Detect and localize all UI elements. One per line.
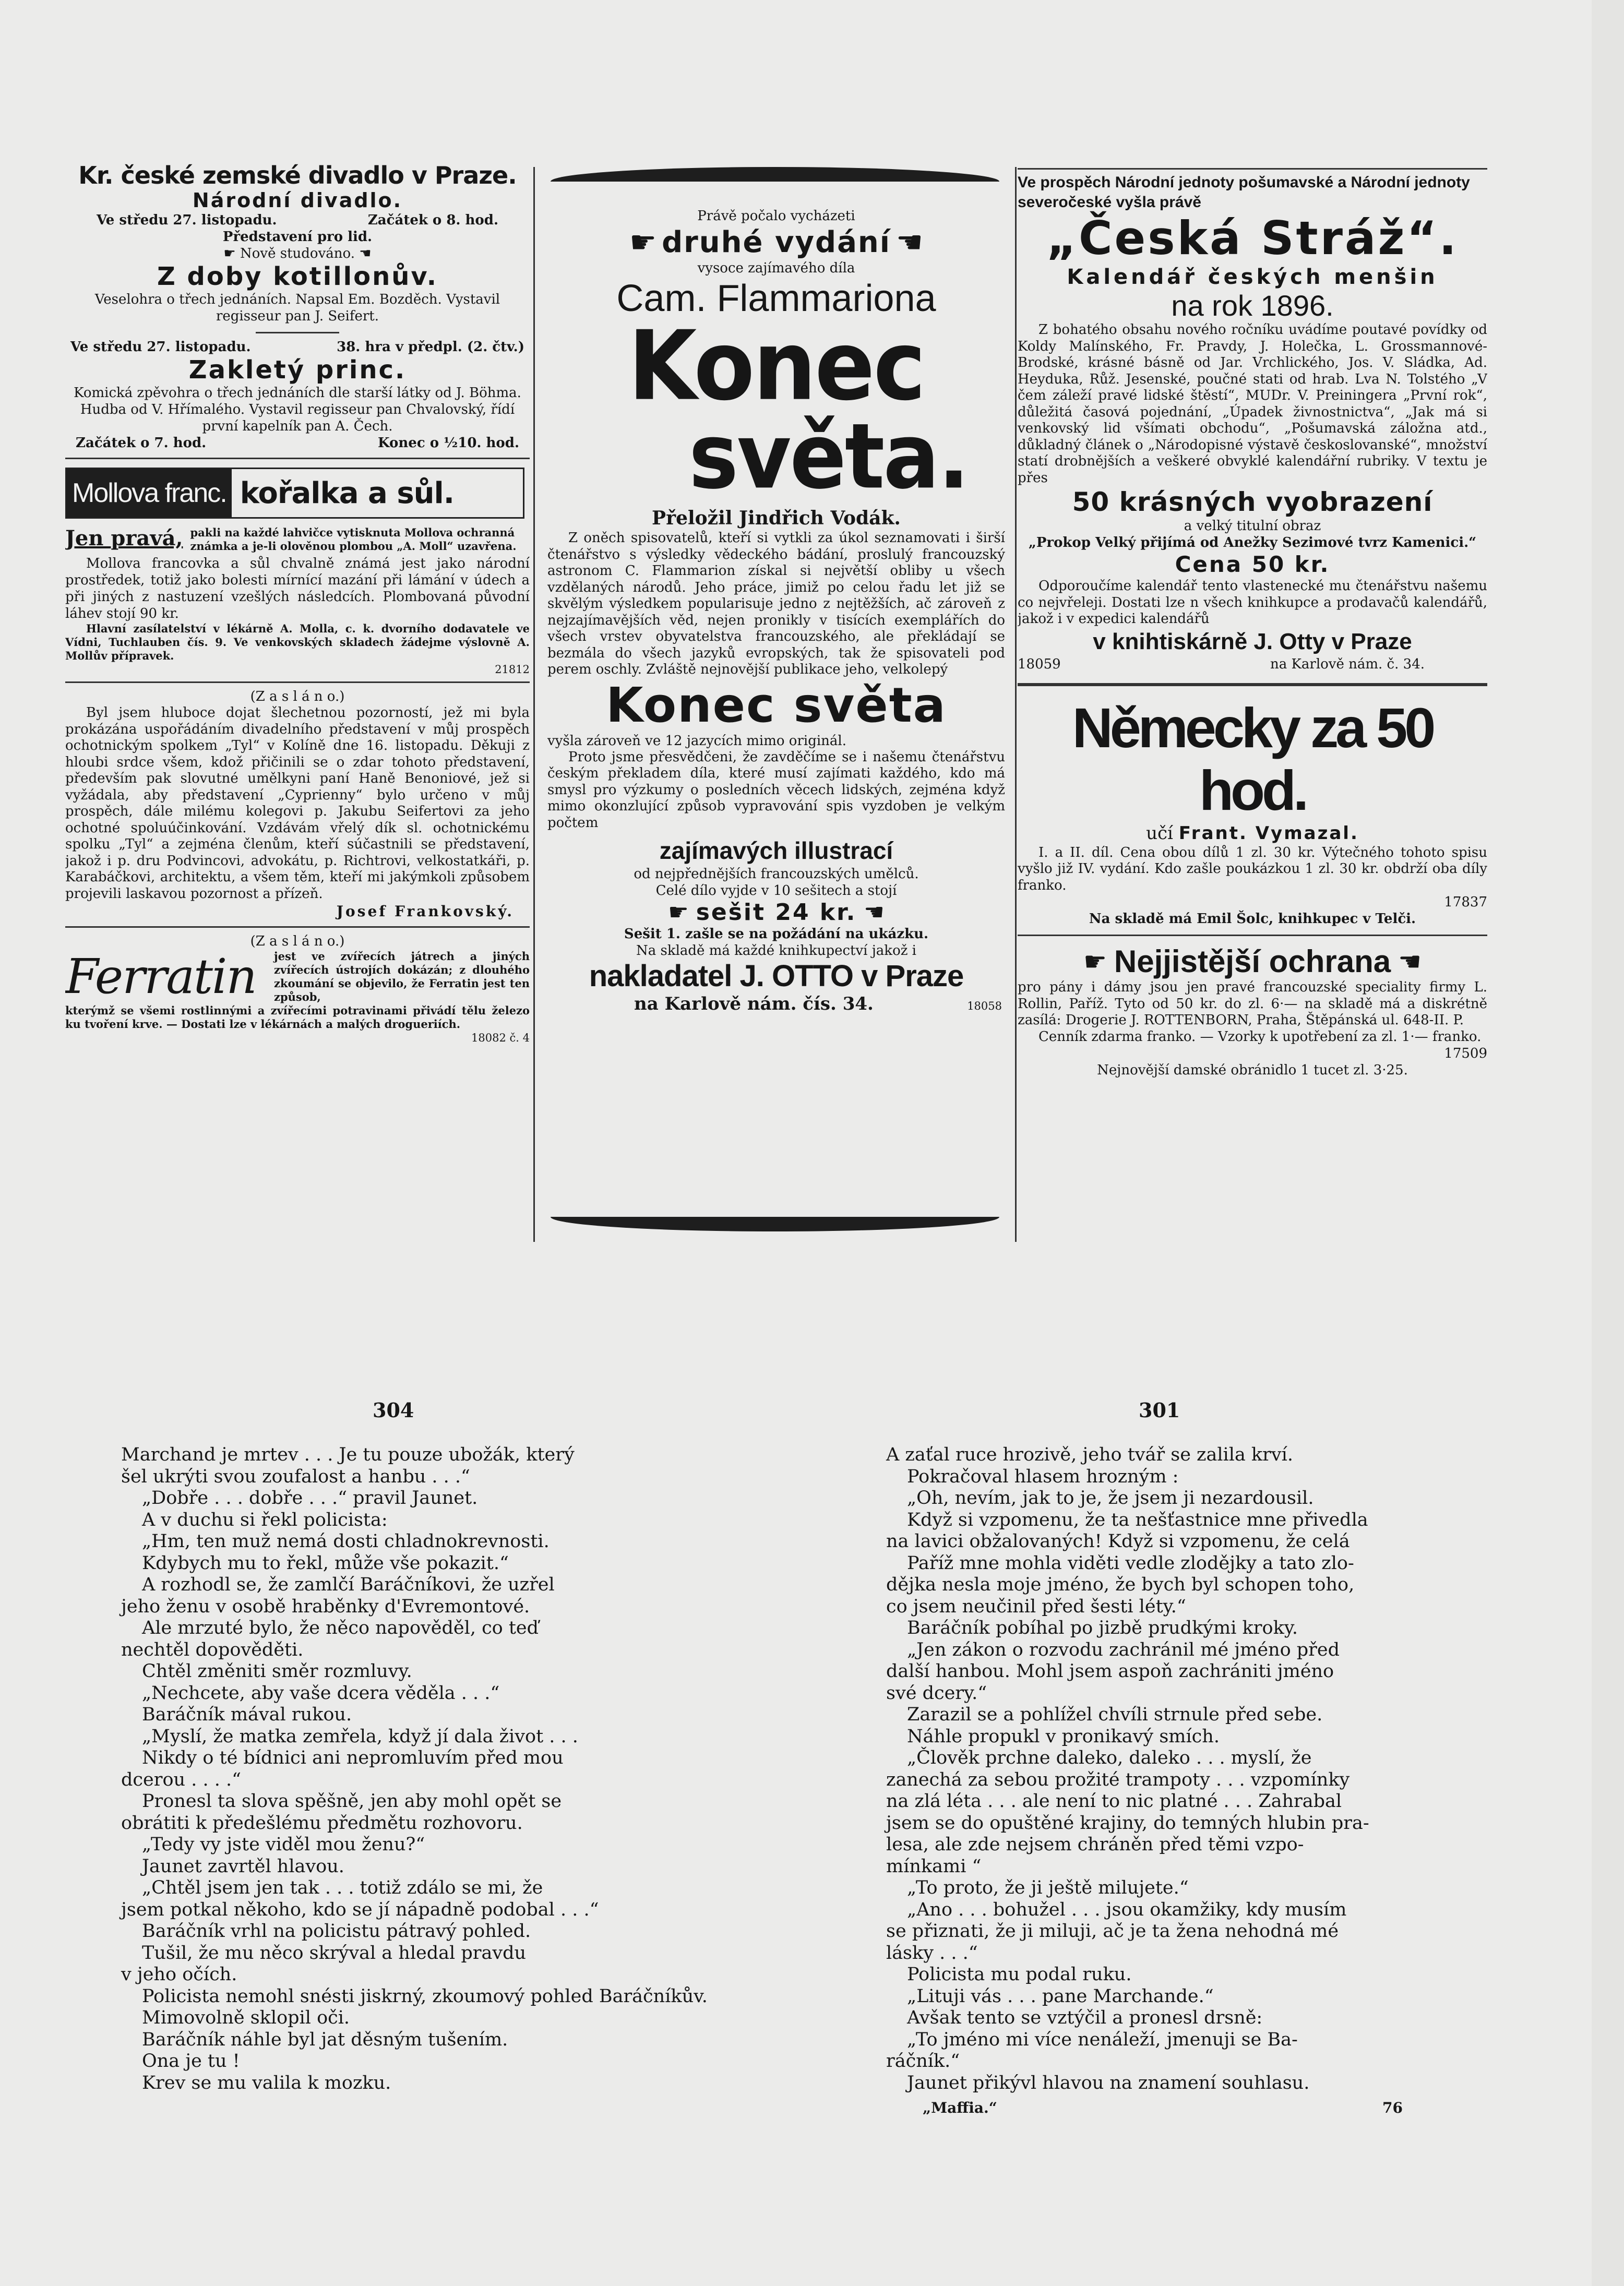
- perf2-series: 38. hra v předpl. (2. čtv.): [337, 339, 524, 355]
- straz-printer: v knihtiskárně J. Otty v Praze: [1093, 628, 1412, 654]
- pointing-hand-icon: ☚: [1398, 946, 1422, 977]
- moll-banner-left: Mollova franc.: [67, 469, 232, 517]
- divider: [65, 926, 530, 928]
- flammarion-edition-row: [540, 224, 1012, 260]
- perf2-desc: Komická zpěvohra o třech jednáních dle starší látky od J. Böhma. Hudba od V. Hřímalého. Vystavil regisseur pan Chvalovský, řídí první kapelník pan A. Čech.: [74, 385, 521, 434]
- straz-title-pic: a velký titulní obraz: [1184, 518, 1321, 534]
- novel-line: Ona je tu !: [142, 2051, 240, 2072]
- flammarion-title-1: Konec: [628, 310, 925, 422]
- flammarion-edition: druhé vydání: [662, 225, 891, 259]
- perf2-times: [65, 435, 530, 451]
- moll-jen-prava-text: pakli na každé lahvičce vytisknuta Mollova ochranná známka a je-li olověnou plombou „A. Moll“ uzavřena.: [190, 526, 517, 553]
- divider: [65, 681, 530, 683]
- moll-ad: [65, 468, 530, 676]
- nemecky-author-line: [1018, 822, 1487, 845]
- straz-subtitle: Kalendář českých menšin: [1067, 265, 1438, 289]
- flammarion-address-row: [540, 994, 1012, 1014]
- novel-line: „Dobře . . . dobře . . .“ pravil Jaunet.: [142, 1488, 478, 1509]
- flammarion-publisher: nakladatel J. OTTO v Praze: [589, 959, 964, 993]
- column-middle: [540, 167, 1012, 1247]
- torn-bar-top: [551, 167, 999, 182]
- novel-footer-left: „Maffia.“: [923, 2099, 997, 2116]
- novel-line: Paříž mne mohla viděti vedle zlodějky a tato zlo-: [907, 1552, 1354, 1574]
- novel-line: se přiznati, že ji miluji, ač je ta žena nehodná mé: [886, 1921, 1339, 1942]
- novel-line: Marchand je mrtev . . . Je tu pouze ubožák, který: [121, 1444, 575, 1465]
- perf1-note: Představení pro lid.: [222, 229, 373, 245]
- ochrana-title: Nejjistější ochrana: [1114, 944, 1391, 979]
- moll-body: Mollova francovka a sůl chvalně známá jest jako národní prostředek, totiž jako bolesti mírnící mazání při lámání v údech a při jiných z nastuzení vzešlých následcích. Plombovaná původní láhev stojí 90 kr.: [65, 556, 530, 621]
- novel-line: „Jen zákon o rozvodu zachránil mé jméno před: [907, 1639, 1340, 1660]
- nemecky-author-pre: učí: [1146, 822, 1173, 844]
- pointing-hand-icon: ☛: [629, 224, 657, 260]
- novel-line: „To jméno mi více nenáleží, jmenuji se Ba-: [907, 2029, 1298, 2050]
- novel-line: Pokračoval hlasem hrozným :: [907, 1466, 1179, 1487]
- novel-line: obrátiti k předešlému předmětu rozhovoru.: [121, 1812, 523, 1834]
- novel-line: Baráčník mával rukou.: [142, 1704, 352, 1725]
- nemecky-title: Německy za 50 hod.: [1072, 696, 1433, 822]
- ochrana-code: 17509: [1444, 1046, 1487, 1061]
- flammarion-price: sešit 24 kr.: [696, 899, 857, 926]
- straz-printer-addr: na Karlově nám. č. 34.: [1270, 656, 1425, 672]
- ferratin-bottom-text: kterýmž se všemi rostlinnými a zvířecími potravinami přivádí tělu železo ku tvoření krve. — Dostati lze v lékárnách a malých drogueriích.: [65, 1004, 530, 1031]
- novel-line: v jeho očích.: [121, 1964, 237, 1985]
- theatre-subheader: Národní divadlo.: [192, 189, 403, 212]
- column-rule-1: [533, 167, 535, 1242]
- nemecky-author: Frant. Vymazal.: [1178, 822, 1359, 844]
- novel-line: mínkami “: [886, 1856, 982, 1877]
- flammarion-sample: Sešit 1. zašle se na požádání na ukázku.: [624, 926, 929, 942]
- ochrana-title-row: [1018, 943, 1487, 979]
- novel-line: „Hm, ten muž nemá dosti chladnokrevnosti.: [142, 1531, 550, 1552]
- flammarion-price-row: [540, 899, 1012, 926]
- perf1-date: Ve středu 27. listopadu.: [97, 212, 277, 228]
- straz-pictures: 50 krásných vyobrazení: [1072, 487, 1433, 517]
- pointing-hand-icon: ☛: [1083, 946, 1107, 977]
- nemecky-body: I. a II. díl. Cena obou dílů 1 zl. 30 kr. Výtečného tohoto spisu vyšlo již IV. vydání. Kdo zašle poukázkou 1 zl. 30 kr. obdrží oba díly franko.: [1018, 844, 1487, 893]
- novel-line: Náhle propukl v pronikavý smích.: [907, 1726, 1220, 1747]
- novel-line: Jaunet přikývl hlavou na znamení souhlasu.: [907, 2072, 1310, 2093]
- ochrana-last: Nejnovější damské obránidlo 1 tucet zl. 3·25.: [1097, 1062, 1408, 1078]
- divider: [256, 332, 339, 333]
- flammarion-body-3: Proto jsme přesvědčeni, že zavděčíme se i našemu čtenářstvu českým překladem díla, které musí zajímati každého, kdo má smysl pro výzkumy o posledních věcech lidských, zejména když mimo okonzlující způsob vypravování spis vyzdoben je velkým počtem: [547, 749, 1005, 831]
- novel-line: Kdybych mu to řekl, může vše pokazit.“: [142, 1552, 509, 1574]
- flammarion-illus-desc: od nejpřednějších francouzských umělců.: [634, 866, 919, 882]
- moll-banner: [65, 468, 524, 519]
- zaslano-frankovsky: [65, 688, 530, 921]
- novel-line: Baráčník náhle byl jat děsným tušením.: [142, 2029, 508, 2050]
- pointing-hand-icon: ☚: [864, 899, 885, 926]
- novel-line: „Chtěl jsem jen tak . . . totiž zdálo se mi, že: [142, 1877, 543, 1898]
- perf1-study-line: [65, 245, 530, 262]
- novel-line: Avšak tento se vztýčil a pronesl drsně:: [907, 2007, 1263, 2028]
- nemecky-code: 17837: [1444, 894, 1487, 910]
- novel-line: Mimovolně sklopil oči.: [142, 2007, 350, 2028]
- perf2-title: Zakletý princ.: [188, 355, 407, 385]
- moll-jen-prava-label: Jen pravá,: [65, 526, 183, 550]
- moll-jen-prava: [65, 526, 530, 553]
- novel-line: A v duchu si řekl policista:: [142, 1509, 388, 1530]
- novel-line: na lavici obžalovaných! Když si vzpomenu, že celá: [886, 1531, 1350, 1552]
- perf2-end: Konec o ½10. hod.: [378, 435, 519, 451]
- novel-line: lesa, ale zde nejsem chráněn před těmi vzpo-: [886, 1834, 1304, 1855]
- pointing-hand-icon: ☛: [223, 246, 240, 261]
- perf2-start: Začátek o 7. hod.: [76, 435, 207, 451]
- novel-line: na zlá léta . . . ale není to nic platné . . . Zahrabal: [886, 1791, 1342, 1812]
- column-left: [65, 162, 530, 1247]
- zaslano-body: Byl jsem hluboce dojat šlechetnou pozorností, jež mi byla prokázána uspořádáním divadelního představení v můj prospěch ochotnickým spolkem „Tyl“ v Kolíně dne 16. listopadu. Děkuji z hloubi srdce všem, kdož přičinili se o zdar tohoto představení, především pak slovutné umělkyni paní Haně Benoniové, jež si vyžádala, aby představení „Cyprienny“ bylo určeno v můj prospěch, dále milému kolegovi p. Jakubu Seifertovi za jeho ochotné spoluúčinkování. Vzdávám vřelý dík sl. ochotnickému spolku „Tyl“ a zejména členům, kteří súčastnili se představení, jakož i p. dru Podvincovi, advokátu, p. Richtrovi, velkostatkáři, p. Karabáčkovi, architektu, a všem těm, kteří mi jakýmkoli způsobem projevili laskavou pozornost a přízeň.: [65, 705, 530, 902]
- novel-line: Tušil, že mu něco skrýval a hledal pravdu: [142, 1942, 527, 1964]
- novel-column-left: [121, 1444, 708, 2094]
- nemecky-ad: [1018, 697, 1487, 928]
- novel-line: Policista mu podal ruku.: [907, 1964, 1132, 1985]
- divider: [1018, 935, 1487, 936]
- flammarion-code: 18058: [967, 1000, 1002, 1012]
- ferratin-right-text: jest ve zvířecích játrech a jiných zvířecích ústrojích dokázán; z dlouhého zkoumání se objevilo, že Ferratin jest ten způsob,: [274, 950, 530, 1003]
- novel-line: Jaunet zavrtěl hlavou.: [142, 1856, 344, 1877]
- novel-line: „Nechcete, aby vaše dcera věděla . . .“: [142, 1682, 500, 1704]
- flammarion-interest: vysoce zajímavého díla: [697, 260, 855, 276]
- novel-line: „Oh, nevím, jak to je, že jsem ji nezardousil.: [907, 1488, 1314, 1509]
- novel-line: Pronesl ta slova spěšně, jen aby mohl opět se: [142, 1791, 562, 1812]
- moll-code: 21812: [495, 663, 530, 676]
- novel-line: Chtěl změniti směr rozmluvy.: [142, 1661, 412, 1682]
- straz-year: na rok 1896.: [1171, 289, 1334, 322]
- novel-column-right: [886, 1444, 1439, 2119]
- novel-line: šel ukrýti svou zoufalost a hanbu . . .“: [121, 1466, 470, 1487]
- pointing-hand-icon: ☚: [354, 246, 372, 261]
- flammarion-illus-title: zajímavých illustrací: [659, 837, 893, 864]
- flammarion-title-2: světa.: [688, 403, 969, 509]
- novel-line: Když si vzpomenu, že ta nešťastnice mne přivedla: [907, 1509, 1368, 1530]
- straz-price: Cena 50 kr.: [1175, 552, 1330, 577]
- divider: [65, 458, 530, 459]
- flammarion-translator: Přeložil Jindřich Vodák.: [652, 507, 901, 529]
- page-number-left: 304: [373, 1398, 414, 1422]
- flammarion-ad: [540, 208, 1012, 1014]
- ferratin-code: 18082 č. 4: [471, 1032, 530, 1044]
- flammarion-title-big: Konec světa: [606, 677, 947, 733]
- novel-line: dějka nesla moje jméno, že bych byl schopen toho,: [886, 1574, 1355, 1595]
- flammarion-issue-line: Celé dílo vyjde v 10 sešitech a stojí: [655, 883, 897, 899]
- novel-line: „Člověk prchne daleko, daleko . . . myslí, že: [907, 1748, 1312, 1768]
- novel-line: Nikdy o té bídnici ani nepromluvím před mou: [142, 1748, 564, 1768]
- flammarion-top: Právě počalo vycházeti: [697, 208, 855, 224]
- flammarion-body-2: vyšla zároveň ve 12 jazycích mimo originál.: [547, 733, 846, 749]
- straz-title: „Česká Stráž“.: [1046, 211, 1459, 265]
- novel-line: jsem potkal někoho, kdo se jí nápadně podobal . . .“: [121, 1899, 599, 1920]
- novel-line: jeho ženu v osobě hraběnky d'Evremontové.: [121, 1596, 530, 1617]
- perf1-study: Nově studováno.: [240, 246, 355, 261]
- straz-painting: „Prokop Velký přijímá od Anežky Sezimové tvrz Kamenici.“: [1028, 535, 1477, 550]
- novel-line: „Lituji vás . . . pane Marchande.“: [907, 1985, 1214, 2007]
- perf1-start: Začátek o 8. hod.: [367, 212, 498, 228]
- theatre-ad: [65, 162, 530, 451]
- novel-left-text: [121, 1444, 708, 2094]
- ferratin-heading: (Z a s l á n o.): [250, 933, 345, 949]
- pointing-hand-icon: ☛: [668, 899, 689, 926]
- novel-line: Baráčník pobíhal po jizbě prudkými kroky.: [907, 1618, 1298, 1638]
- divider: [1018, 683, 1487, 686]
- novel-line: lásky . . .“: [886, 1942, 978, 1964]
- novel-line: Zarazil se a pohlížel chvíli strnule před sebe.: [907, 1704, 1323, 1725]
- novel-line: Baráčník vrhl na policistu pátravý pohled.: [142, 1921, 531, 1942]
- flammarion-address: na Karlově nám. čís. 34.: [634, 994, 874, 1014]
- straz-body: Z bohatého obsahu nového ročníku uvádíme poutavé povídky od Koldy Malínského, Fr. Pravdy, J. Holečka, L. Grossmannové-Brodské, krásné básně od Jar. Vrchlického, Jos. V. Sládka, Ad. Heyduka, Růž. Jesenské, poučné stati od hrab. Lva N. Tolstého „V čem záleží pravé lidské štěstí“, MUDr. V. Preiningera „První rok“, důležitá časová pojednání, „Úpadek živnostnictva“, „Jak má si venkovský lid všímati obchodu“, „Pošumavská záložna atd., důkladný článek o „Národopisné výstavě českoslovanské“, množství statí drobnějších a veškeré obvyklé kalendářní rubriky. V textu je přes: [1018, 322, 1487, 486]
- novel-line: Policista nemohl snésti jiskrný, zkoumový pohled Baráčníkův.: [142, 1985, 708, 2007]
- ochrana-ad: [1018, 943, 1487, 1079]
- perf1-desc: Veselohra o třech jednáních. Napsal Em. Bozděch. Vystavil regisseur pan J. Seifert.: [94, 292, 500, 324]
- novel-line: ráčník.“: [886, 2051, 960, 2072]
- novel-line: své dcery.“: [886, 1682, 987, 1704]
- straz-intro: Ve prospěch Národní jednoty pošumavské a Národní jednoty severočeské vyšla právě: [1018, 174, 1470, 211]
- perf2-dateline: [65, 339, 530, 355]
- divider: [1018, 168, 1487, 170]
- novel-line: Krev se mu valila k mozku.: [142, 2072, 391, 2093]
- ochrana-body: pro pány i dámy jsou jen pravé francouzské speciality firmy L. Rollin, Paříž. Tyto od 50 kr. do zl. 6·— na skladě má a diskrétně zasílá: Drogerie J. ROTTENBORN, Praha, Štěpánská ul. 648-II. P.: [1018, 979, 1487, 1028]
- flammarion-author: Cam. Flammariona: [616, 278, 936, 319]
- novel-line: zanechá za sebou prožité trampoty . . . vzpomínky: [886, 1769, 1350, 1790]
- novel-line: „Ano . . . bohužel . . . jsou okamžiky, kdy musím: [907, 1899, 1347, 1920]
- novel-line: nechtěl dopověděti.: [121, 1639, 304, 1660]
- flammarion-body-1: Z oněch spisovatelů, kteří si vytkli za úkol seznamovati i širší čtenářstvo s výsledky vědeckého bádání, proslulý francouzský astronom C. Flammarion získal si největší obliby u všech vzdělaných národů. Jeho práce, jimiž po celou řadu let již se skvělým výsledkem popularisuje jedno z nejtěžších, ač zároveň z nejzajímavějších věd, nejen pronikly v tisících exemplářích do všech vrstev obyvatelstva francouzského, ale překládají se bezmála do všech jazyků evropských, tak že spisovateli pod perem oschly. Zvláště nejnovější publikace jeho, velkolepý: [547, 530, 1005, 677]
- perf1-title: Z doby kotillonův.: [157, 262, 438, 291]
- moll-dealers: Hlavní zasílatelství v lékárně A. Molla, c. k. dvorního dodavatele ve Vídni, Tuchlauben čís. 9. Ve venkovských skladech žádejme výslovně A. Mollův přípravek.: [65, 622, 530, 662]
- pointing-hand-icon: ☚: [895, 224, 923, 260]
- novel-line: „To proto, že ji ještě milujete.“: [907, 1877, 1189, 1898]
- column-rule-2: [1015, 167, 1017, 1242]
- novel-line: A zaťal ruce hrozivě, jeho tvář se zalila krví.: [886, 1444, 1293, 1465]
- zaslano-heading: (Z a s l á n o.): [250, 689, 345, 704]
- straz-recommend: Odporoučíme kalendář tento vlastenecké mu čtenářstvu našemu co nejvřeleji. Dostati lze n všech knihkupce a prodavačů kalendářů, jakož i v expedici kalendářů: [1018, 578, 1487, 627]
- ceska-straz-ad: [1018, 168, 1487, 673]
- nemecky-stock: Na skladě má Emil Šolc, knihkupec v Telči.: [1089, 911, 1416, 927]
- perf2-date: Ve středu 27. listopadu.: [70, 339, 251, 355]
- novel-right-text: [886, 1444, 1439, 2094]
- novel-line: „Myslí, že matka zemřela, když jí dala život . . .: [142, 1726, 578, 1747]
- novel-footer: [886, 2094, 1439, 2119]
- novel-line: co jsem neučinil před šesti léty.“: [886, 1596, 1186, 1617]
- straz-printer-row: [1018, 656, 1487, 673]
- page-number-right: 301: [1139, 1398, 1180, 1422]
- flammarion-stock: Na skladě má každé knihkupectví jakož i: [636, 943, 916, 959]
- novel-line: další hanbou. Mohl jsem aspoň zachrániti jméno: [886, 1661, 1334, 1682]
- ferratin-logo: Ferratin: [65, 949, 256, 1004]
- perf1-dateline: [65, 212, 530, 229]
- novel-line: dcerou . . . .“: [121, 1769, 241, 1790]
- straz-code: 18059: [1018, 656, 1061, 672]
- ochrana-cennik: Cenník zdarma franko. — Vzorky k upotřebení za zl. 1·— franko.: [1038, 1028, 1482, 1045]
- novel-line: A rozhodl se, že zamlčí Baráčníkovi, že uzřel: [142, 1574, 555, 1595]
- novel-line: jsem se do opuštěné krajiny, do temných hlubin pra-: [886, 1812, 1369, 1834]
- column-right: [1018, 167, 1487, 1247]
- novel-line: „Tedy vy jste viděl mou ženu?“: [142, 1834, 425, 1855]
- theatre-header: Kr. české zemské divadlo v Praze.: [78, 162, 517, 189]
- torn-bar-bottom: [551, 1217, 999, 1231]
- novel-footer-right: 76: [1382, 2099, 1403, 2116]
- zaslano-signature: Josef Frankovský.: [336, 903, 514, 920]
- ferratin-ad: [65, 933, 530, 1045]
- moll-banner-right: kořalka a sůl.: [240, 476, 454, 510]
- ferratin-row: [65, 950, 530, 1004]
- novel-line: Ale mrzuté bylo, že něco napověděl, co teď: [142, 1618, 539, 1638]
